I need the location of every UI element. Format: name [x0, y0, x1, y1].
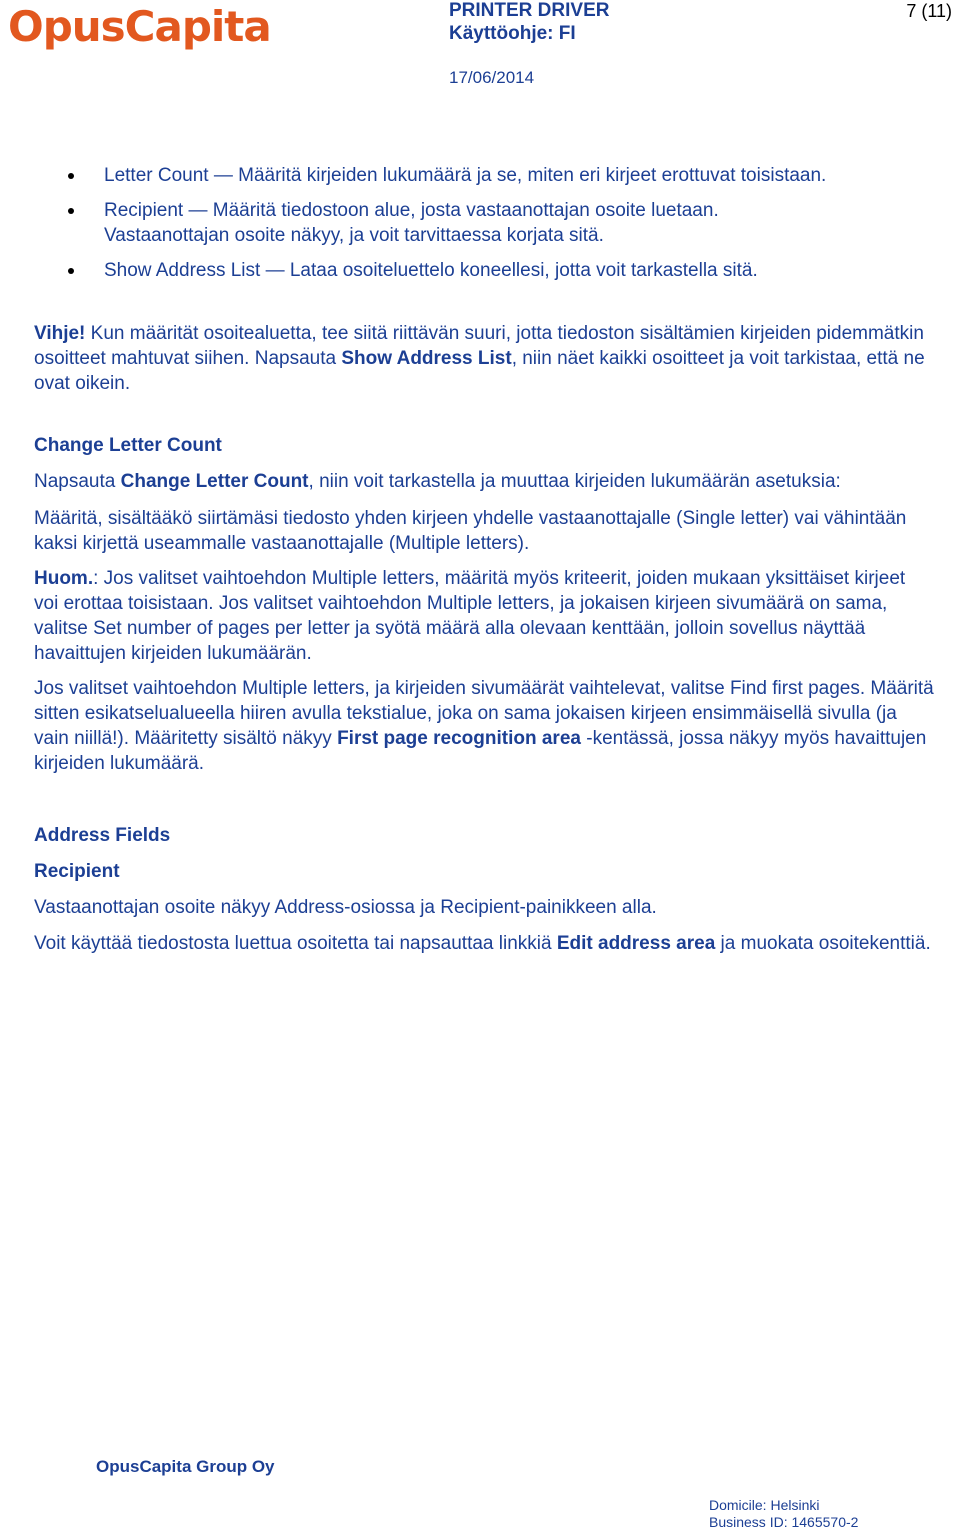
subheading-recipient: Recipient — [34, 861, 120, 882]
footer-business-id: Business ID: 1465570-2 — [709, 1514, 859, 1530]
document-title: PRINTER DRIVER — [449, 0, 610, 21]
bullet-icon — [68, 268, 74, 274]
bullet-icon — [68, 173, 74, 179]
note-label: Huom. — [34, 568, 94, 589]
list-item: Letter Count — Määritä kirjeiden lukumäärä ja se, miten eri kirjeet erottuvat toisistaan. — [34, 163, 934, 188]
bullet-icon — [68, 208, 74, 214]
document-date: 17/06/2014 — [449, 68, 535, 87]
page-content — [34, 163, 934, 956]
paragraph: Jos valitset vaihtoehdon Multiple letters, ja kirjeiden sivumäärät vaihtelevat, valitse Find first pages. Määritä sitten esikatselualueella hiiren avulla tekstialue, joka on sama jokaisen kirjeen ensimmäisellä sivulla (ja vain niillä!). Määritetty sisältö näkyy First page recognition area -kentässä, jossa näkyy myös havaittujen kirjeiden lukumäärä. — [34, 678, 934, 774]
document-subtitle: Käyttöohje: FI — [449, 23, 576, 44]
tip-label: Vihje! — [34, 323, 86, 344]
tip-paragraph: Vihje! Kun määrität osoitealuetta, tee siitä riittävän suuri, jotta tiedoston sisältämien kirjeiden pidemmätkin osoitteet mahtuvat siihen. Napsauta Show Address List, niin näet kaikki osoitteet ja voit tarkistaa, että ne ovat oikein. — [34, 323, 925, 394]
list-item: Recipient — Määritä tiedostoon alue, josta vastaanottajan osoite luetaan. Vastaanottajan osoite näkyy, ja voit tarvittaessa korjata sitä. — [34, 198, 934, 248]
page-number: 7 (11) — [906, 1, 952, 21]
section-heading-address-fields: Address Fields — [34, 825, 171, 846]
opuscapita-logo: OpusCapita — [8, 2, 271, 51]
footer-company: OpusCapita Group Oy — [96, 1457, 275, 1476]
paragraph: Voit käyttää tiedostosta luettua osoitetta tai napsauttaa linkkiä Edit address area ja muokata osoitekenttiä. — [34, 933, 931, 954]
note-paragraph: Huom.: Jos valitset vaihtoehdon Multiple letters, määritä myös kriteerit, joiden mukaan yksittäiset kirjeet voi erottaa toisistaan. Jos valitset vaihtoehdon Multiple letters, ja jokaisen kirjeen sivumäärä on sama, valitse Set number of pages per letter ja syötä määrä alla olevaan kenttään, jolloin sovellus näyttää havaittujen kirjeiden lukumäärän. — [34, 568, 906, 664]
list-item: Show Address List — Lataa osoiteluettelo koneellesi, jotta voit tarkastella sitä. — [34, 258, 934, 283]
paragraph: Napsauta Change Letter Count, niin voit tarkastella ja muuttaa kirjeiden lukumäärän asetuksia: — [34, 471, 841, 492]
section-heading-change-letter-count: Change Letter Count — [34, 435, 222, 456]
feature-list — [34, 163, 934, 283]
paragraph: Määritä, sisältääkö siirtämäsi tiedosto yhden kirjeen yhdelle vastaanottajalle (Single letter) vai vähintään kaksi kirjettä useammalle vastaanottajalle (Multiple letters). — [34, 508, 907, 554]
footer-domicile: Domicile: Helsinki — [709, 1497, 820, 1513]
paragraph: Vastaanottajan osoite näkyy Address-osiossa ja Recipient-painikkeen alla. — [34, 897, 657, 918]
